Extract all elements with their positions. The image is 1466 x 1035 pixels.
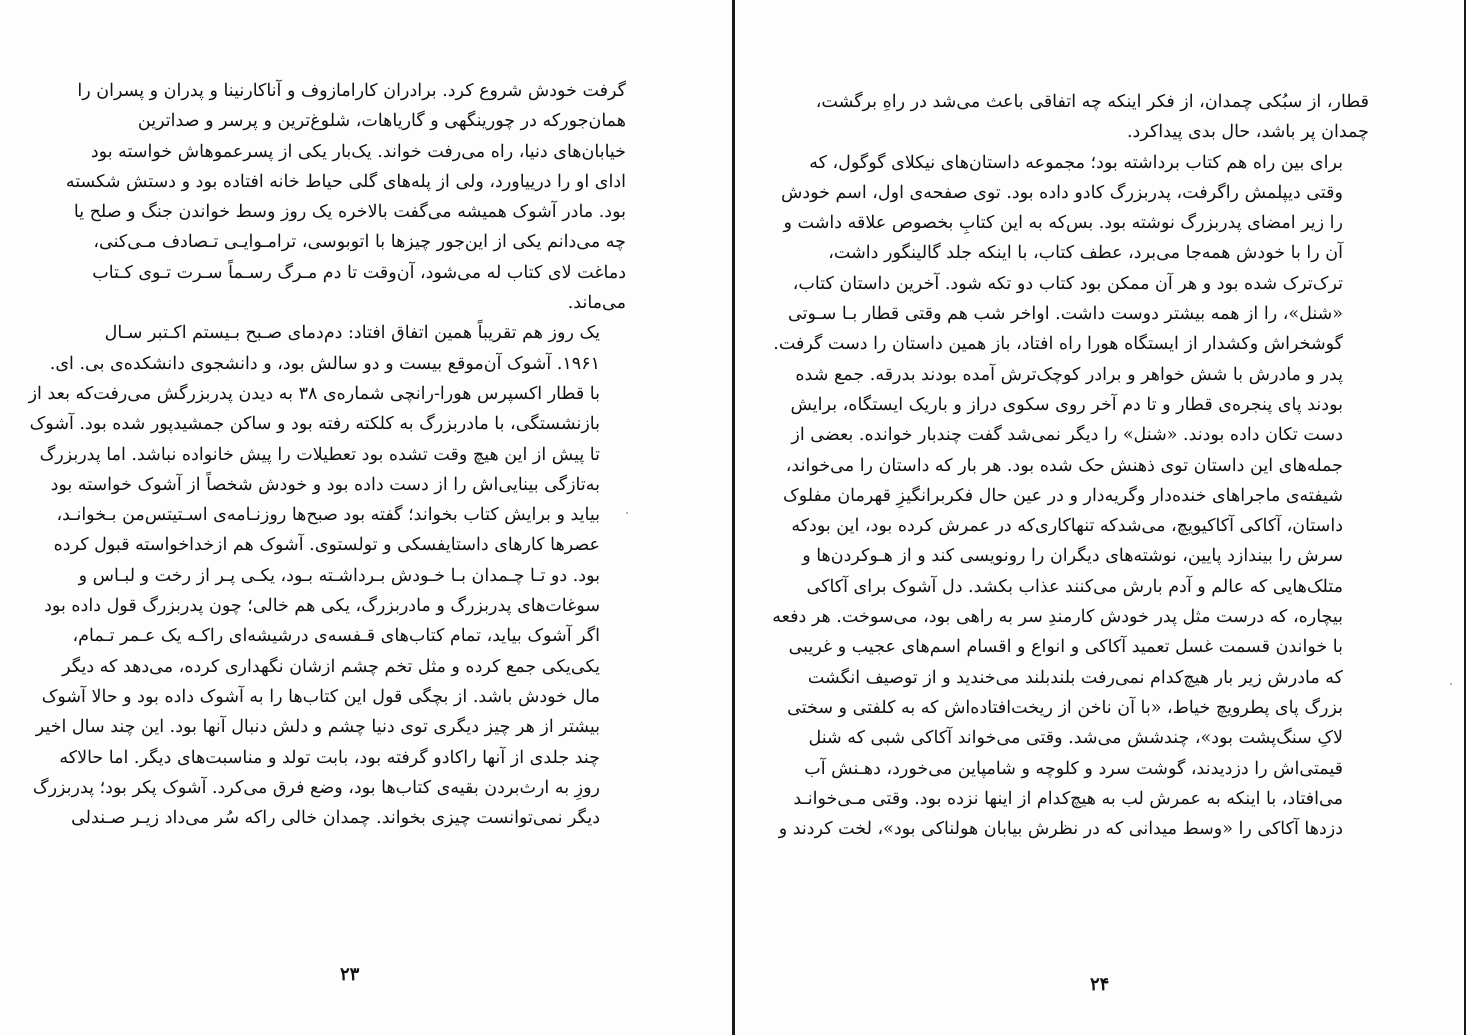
text-line: که مادرش زیر بار هیچ‌کدام نمی‌رفت بلندبلند می‌خندید و از توصیف انگشت <box>807 667 1343 688</box>
text-line: دزدها آکاکی را «وسط میدانی که در نظرش بیابان هولناکی بود»، لخت کردند و <box>778 819 1343 840</box>
text-line: پدر و مادرش با شش خواهر و برادر کوچک‌ترش آمده بودند بدرقه. جمع شده <box>795 364 1343 385</box>
text-line: همان‌جورکه در چورینگهی و گاریاهات، شلوغ‌ترین و پرسر و صداترین <box>137 111 626 132</box>
text-line: دست تکان داده بودند. «شنل» را دیگر نمی‌شد گفت چندبار خوانده. بعضی از <box>791 425 1343 446</box>
text-line: سرش را بیندازد پایین، نوشته‌های دیگران را رونویسی کند و از هـوکردن‌ها و <box>802 546 1343 567</box>
right-page <box>735 0 1466 1035</box>
text-line: خیابان‌های دنیا، راه می‌رفت خواند. یک‌بار یکی از پسرعموهاش خواسته بود <box>90 141 626 162</box>
text-line: بود. مادر آشوک همیشه می‌گفت بالاخره یک روز وسط خواندن جنگ و صلح یا <box>73 202 626 223</box>
text-line: را زیر امضای پدربزرگ نوشته بود. بس‌که به این کتابِ بخصوص علاقه داشت و <box>783 213 1343 234</box>
text-line: با خواندن قسمت غسل تعمید آکاکی و انواع و اقسام اسم‌های عجیب و غریبی <box>788 637 1343 658</box>
text-line: گوشخراش وکشدار از ایستگاه هورا راه افتاد، باز همین داستان را دست گرفت. <box>773 334 1343 355</box>
text-line: دماغت لای کتاب له می‌شود، آن‌وقت تا دم مـرگ رسـماً سـرت تـوی کـتاب <box>92 262 626 283</box>
text-line: وقتی دیپلمش راگرفت، پدربزرگ کادو داده بود. توی صفحه‌ی اول، اسم خودش <box>780 182 1343 203</box>
text-line: متلک‌هایی که عالم و آدم بارش می‌کنند عذاب بکشد. دل آشوک برای آکاکی <box>806 576 1343 597</box>
right-paragraph-2 <box>772 148 1369 845</box>
text-line: اگر آشوک بیاید، تمام کتاب‌های قـفسه‌ی درشیشه‌ای راکـه یک عـمر تـمام، <box>72 626 600 647</box>
text-line: با قطار اکسپرس هورا-رانچی شماره‌ی ۳۸ به دیدن پدربزرگش می‌رفت‌که بعد از <box>28 383 600 404</box>
paper-speck <box>626 512 628 514</box>
text-line: تا پیش از این هیچ وقت تشده بود تعطیلات را پیش خانواده نباشد. اما پدربزرگ <box>39 444 600 465</box>
text-line: دیگر نمی‌توانست چیزی بخواند. چمدان خالی راکه سُر می‌داد زیـر صـندلی <box>71 808 600 829</box>
left-paragraph-1 <box>65 76 626 318</box>
page-number-right: ۲۴ <box>1090 974 1110 995</box>
text-line: مال خودش باشد. از بچگی قول این کتاب‌ها را به آشوک داده بود و حالا آشوک <box>41 686 600 707</box>
left-page-text <box>28 76 626 833</box>
paper-speck <box>1450 683 1452 685</box>
text-line: بیشتر از هر چیز دیگری توی دنیا چشم و دلش دنبال آنها بود. این چند سال اخیر <box>35 717 600 738</box>
text-line: گرفت خودش شروع کرد. برادران کارامازوف و آناکارنینا و پدران و پسران را <box>77 81 626 101</box>
text-line: جمله‌های این داستان توی ذهنش حک شده بود. هر بار که داستان را می‌خواند، <box>785 455 1343 476</box>
text-line: چه می‌دانم یکی از این‌جور چیزها با اتوبوسی، ترامـوایـی تـصادف مـی‌کنی، <box>93 232 626 253</box>
text-line: می‌افتاد، با اینکه به عمرش لب به هیچ‌کدام از اینها نزده بود. وقتی مـی‌خوانـد <box>793 788 1343 809</box>
text-line: داستان، آکاکی آکاکیویچ، می‌شدکه تنهاکاری‌که در عمرش کرده بود، این بودکه <box>791 516 1343 537</box>
text-line: قیمتی‌اش را دزدیدند، گوشت سرد و کلوچه و شامپاین می‌خورد، دهـنش آب <box>804 758 1343 779</box>
text-line: بزرگ پای پطرویچ خیاط، «با آن ناخن از ریخت‌افتاده‌اش که به کلفتی و سختی <box>787 697 1343 718</box>
text-line: بیاید و برایش کتاب بخواند؛ گفته بود صبح‌ها روزنـامه‌ی اسـتیتس‌من بـخوانـد، <box>56 505 600 526</box>
text-line: یکی‌یکی جمع کرده و مثل تخم چشم ازشان نگهداری کرده، می‌دهد که دیگر <box>62 656 600 677</box>
text-line: ادای او را درییاورد، ولی از پله‌های گلی حیاط خانه افتاده بود و دستش شکسته <box>65 171 626 192</box>
text-line: بیچاره، که درست مثل پدر خودش کارمندِ سر به راهی بود، می‌سوخت. هر دفعه <box>772 607 1343 628</box>
text-line: شیفته‌ی ماجراهای خنده‌دار وگریه‌دار و در عین حال فکربرانگیزِ قهرمان مفلوک <box>783 485 1343 506</box>
text-line: یک روز هم تقریباً همین اتفاق افتاد: دم‌دمای صـبح بـیستم اکـتبر سـال <box>104 323 600 344</box>
text-line: «شنل»، را از همه بیشتر دوست داشت. اواخر شب هم وقتی قطار بـا سـوتی <box>788 304 1343 325</box>
text-line: آن را با خودش همه‌جا می‌برد، عطف کتاب، با اینکه جلد گالینگور داشت، <box>828 243 1343 264</box>
text-line: برای بین راه هم کتاب برداشته بود؛ مجموعه داستان‌های نیکلای گوگول، که <box>809 152 1343 173</box>
text-line: بود. دو تـا چـمدان بـا خـودش بـرداشـته بـود، یکـی پـر از رخت و لبـاس و <box>78 565 600 586</box>
text-line: ترک‌ترک شده بود و هر آن ممکن بود کتاب دو تکه شود. آخرین داستان کتاب، <box>792 273 1343 294</box>
text-line: بودند پای پنجره‌ی قطار و تا دم آخر روی سکوی دراز و باریک ایستگاه، برایش <box>790 394 1343 415</box>
text-line: روزِ به ارث‌بردن بقیه‌ی کتاب‌ها بود، وضع فرق می‌کرد. آشوک پکر بود؛ پدربزرگ <box>32 777 600 798</box>
left-paragraph-2 <box>28 318 626 833</box>
text-line: قطار، از سبُکی چمدان، از فکر اینکه چه اتفاقی باعث می‌شد در راهِ برگشت، <box>815 92 1369 112</box>
text-line: به‌تازگی بینایی‌اش را از دست داده بود و خودش شخصاً از آشوک خواسته بود <box>50 474 600 495</box>
text-line: عصرها کارهای داستایفسکی و تولستوی. آشوک هم ازخداخواسته قبول کرده <box>53 535 600 556</box>
text-line: سوغات‌های پدربزرگ و مادربزرگ، یکی هم خالی؛ چون پدربزرگ قول داده بود <box>44 596 600 617</box>
right-paragraph-1 <box>815 87 1369 148</box>
right-page-text <box>772 87 1369 844</box>
page-number-left: ۲۳ <box>340 964 360 985</box>
text-line: می‌ماند. <box>567 293 626 314</box>
text-line: ۱۹۶۱. آشوک آن‌موقع بیست و دو سالش بود، و دانشجوی دانشکده‌ی بی. ای. <box>49 353 600 374</box>
text-line: بازنشستگی، با مادربزرگ به کلکته رفته بود و ساکن جمشیدپور شده بود. آشوک <box>29 414 600 435</box>
text-line: لاکِ سنگ‌پشت بود»، چندشش می‌شد. وقتی می‌خواند آکاکی شبی که شنل <box>808 728 1343 749</box>
text-line: چند جلدی از آنها راکادو گرفته بود، بابت تولد و مناسبت‌های دیگر. اما حالاکه <box>59 747 600 768</box>
text-line: چمدان پر باشد، حال بدی پیداکرد. <box>1126 122 1369 143</box>
